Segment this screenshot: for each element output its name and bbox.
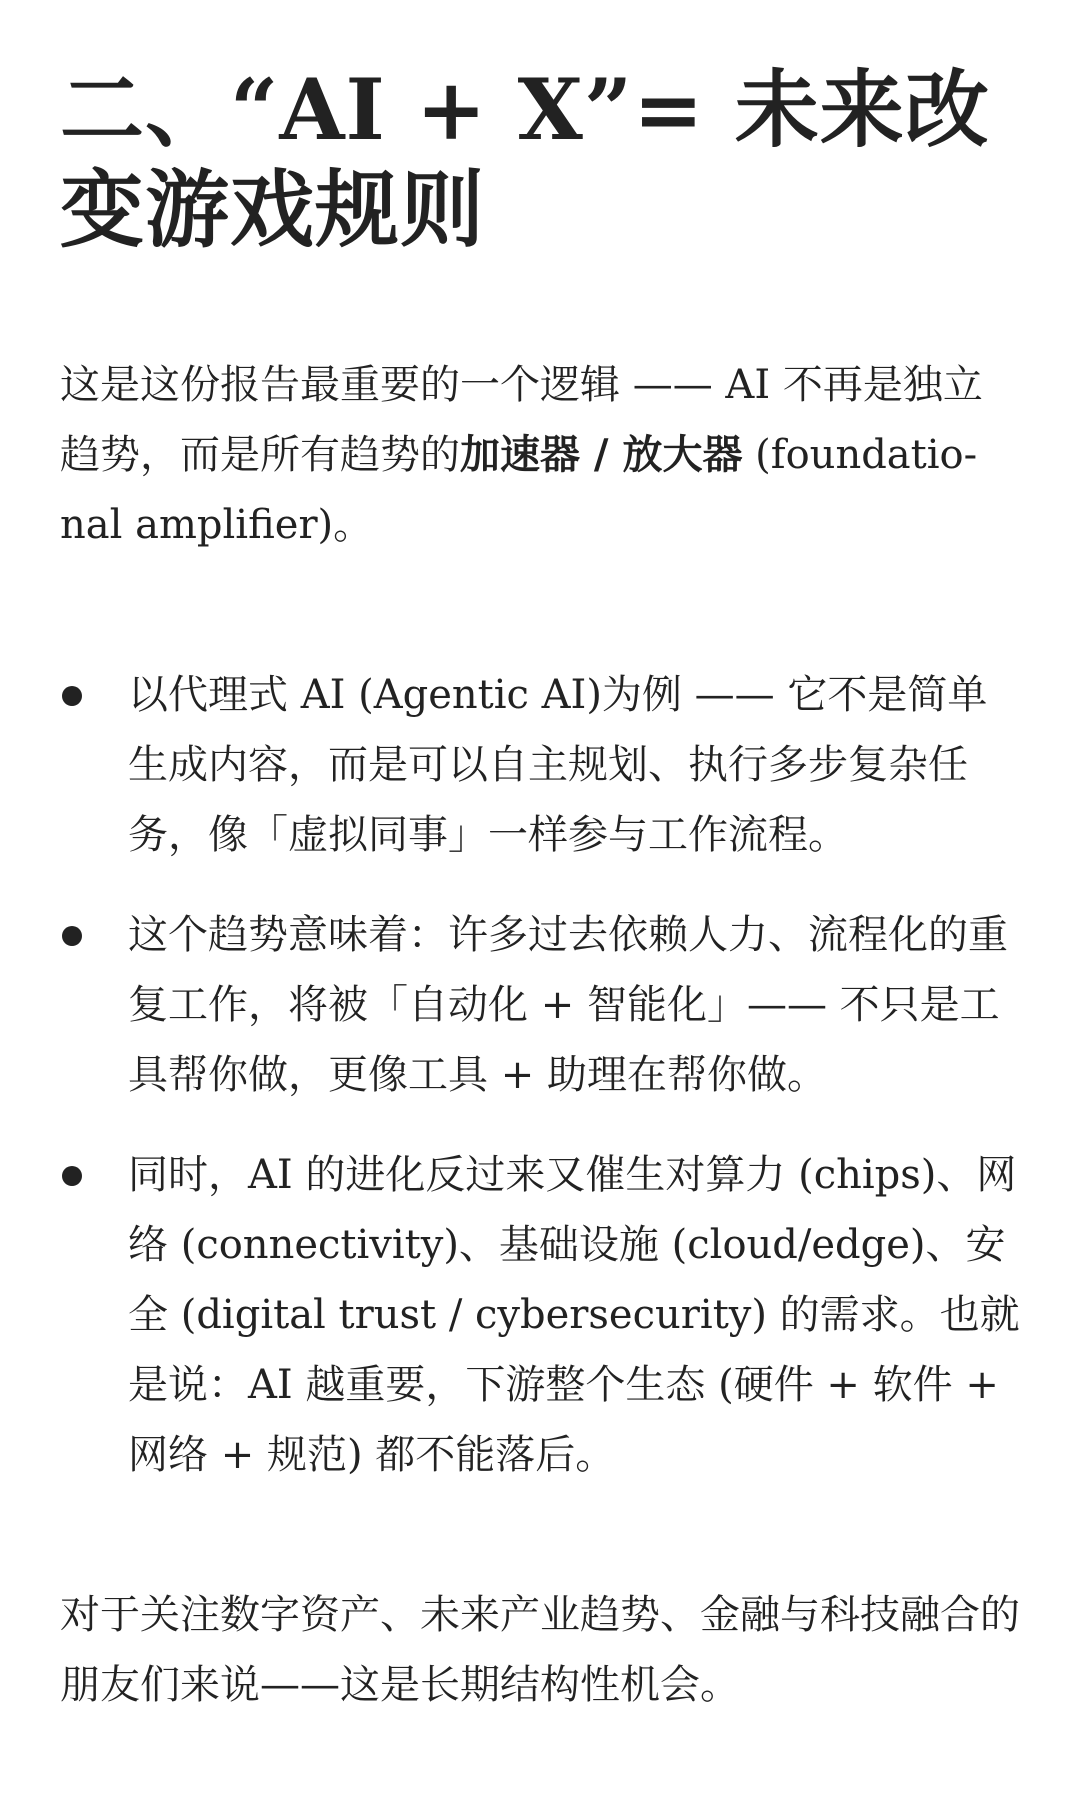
bullet-dot-icon bbox=[62, 686, 82, 706]
intro-text-after: (foundatio-nal amplifier)。 bbox=[60, 432, 978, 548]
bullet-text: 以代理式 AI (Agentic AI)为例 —— 它不是简单生成内容，而是可以自主规划、执行多步复杂任务，像「虚拟同事」一样参与工作流程。 bbox=[128, 672, 988, 858]
bullet-dot-icon bbox=[62, 926, 82, 946]
bullet-text: 同时，AI 的进化反过来又催生对算力 (chips)、网络 (connectivity)、基础设施 (cloud/edge)、安全 (digital trust / cybersecurity) 的需求。也就是说：AI 越重要，下游整个生态 (硬件 + 软件 + 网络 + 规范) 都不能落后。 bbox=[128, 1152, 1020, 1478]
bullet-text: 这个趋势意味着：许多过去依赖人力、流程化的重复工作，将被「自动化 + 智能化」—— 不只是工具帮你做，更像工具 + 助理在帮你做。 bbox=[128, 912, 1008, 1098]
closing-paragraph: 对于关注数字资产、未来产业趋势、金融与科技融合的朋友们来说——这是长期结构性机会。 bbox=[60, 1592, 1020, 1708]
intro-text-before: 这是这份报告最重要的一个逻辑 —— AI 不再是独立趋势，而是所有趋势的 bbox=[60, 362, 983, 478]
intro-bold-text: 加速器 / 放大器 bbox=[460, 431, 743, 478]
article bbox=[60, 60, 1020, 1760]
bullet-list bbox=[60, 660, 1020, 1490]
bullet-item-automation bbox=[60, 900, 1020, 1110]
bullet-item-agentic-ai bbox=[60, 660, 1020, 870]
section-title: 二、“AI + X”= 未来改变游戏规则 bbox=[60, 60, 990, 259]
bullet-dot-icon bbox=[62, 1166, 82, 1186]
bullet-item-ecosystem bbox=[60, 1140, 1020, 1490]
intro-paragraph bbox=[60, 350, 1020, 560]
